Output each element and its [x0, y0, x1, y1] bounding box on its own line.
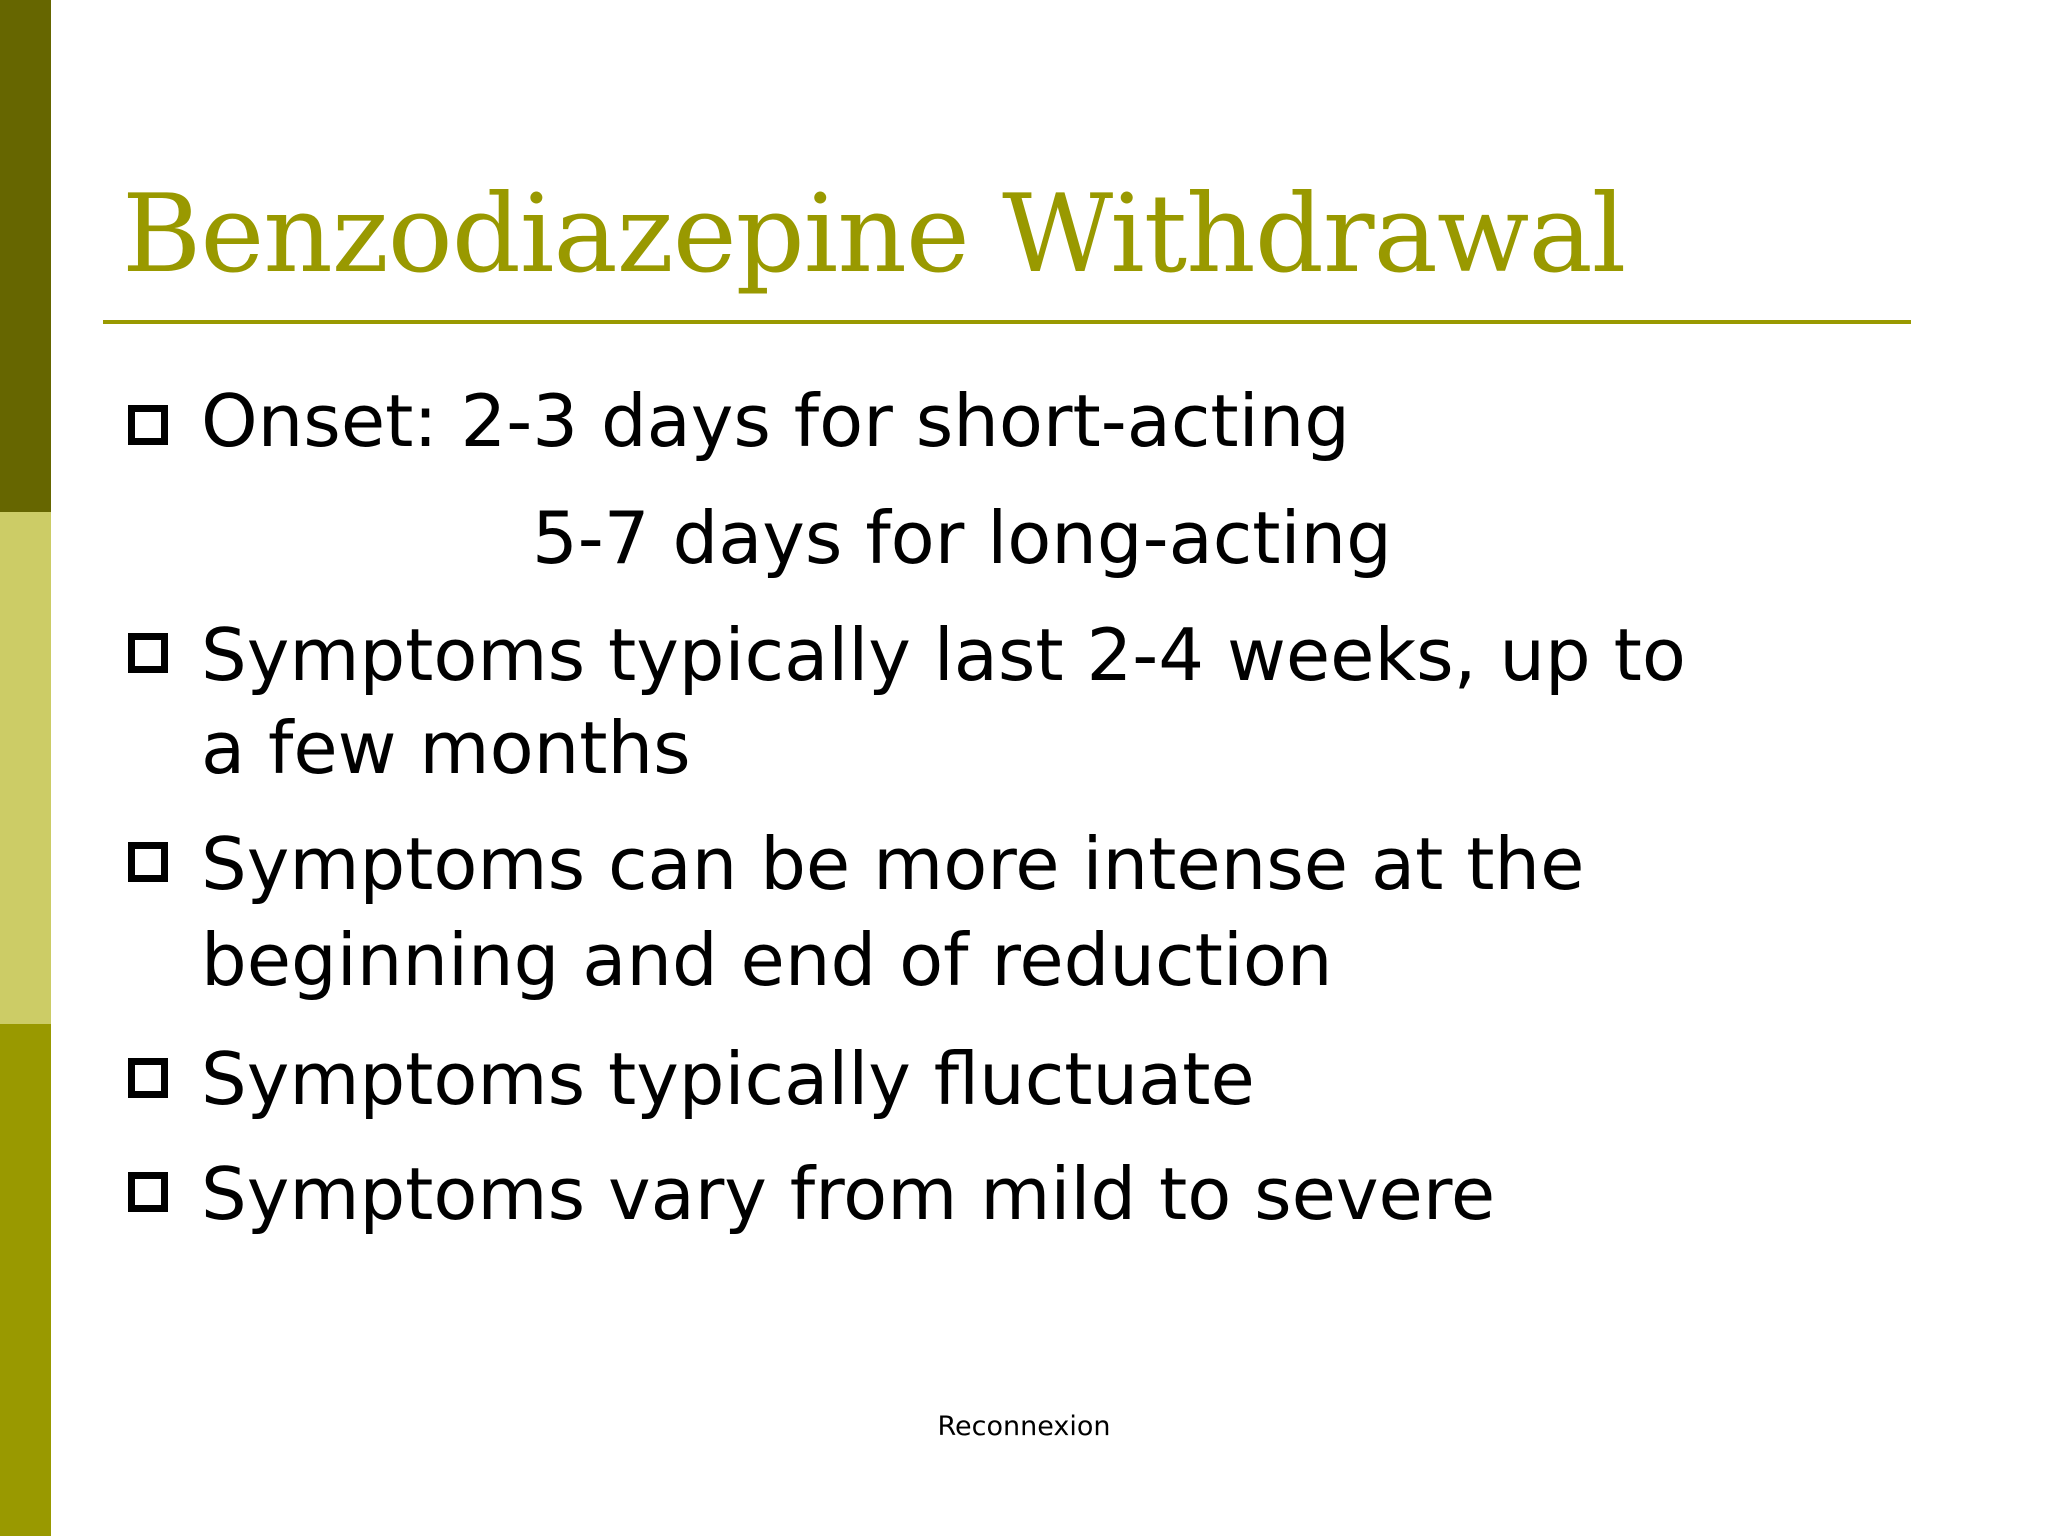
sidebar-band-middle: [0, 512, 51, 1024]
title-underline: [103, 320, 1911, 324]
bullet-text-line: Symptoms typically last 2-4 weeks, up to: [201, 613, 1686, 697]
hollow-square-bullet-icon: [128, 842, 168, 882]
hollow-square-bullet-icon: [128, 633, 168, 673]
bullet-text-line: beginning and end of reduction: [201, 918, 1333, 1002]
hollow-square-bullet-icon: [128, 1058, 168, 1098]
slide-title: Benzodiazepine Withdrawal: [122, 172, 1626, 297]
bullet-text-line: Onset: 2-3 days for short-acting: [201, 379, 1350, 463]
hollow-square-bullet-icon: [128, 1172, 168, 1212]
sidebar-band-bottom: [0, 1024, 51, 1536]
slide-footer: Reconnexion: [937, 1411, 1111, 1442]
bullet-text-line: a few months: [201, 706, 691, 790]
bullet-text-line: Symptoms typically fluctuate: [201, 1037, 1255, 1121]
hollow-square-bullet-icon: [128, 405, 168, 445]
sidebar-band-top: [0, 0, 51, 512]
bullet-text-line: Symptoms vary from mild to severe: [201, 1152, 1496, 1236]
bullet-text-line: Symptoms can be more intense at the: [201, 822, 1585, 906]
bullet-text-line: 5-7 days for long-acting: [532, 496, 1392, 580]
